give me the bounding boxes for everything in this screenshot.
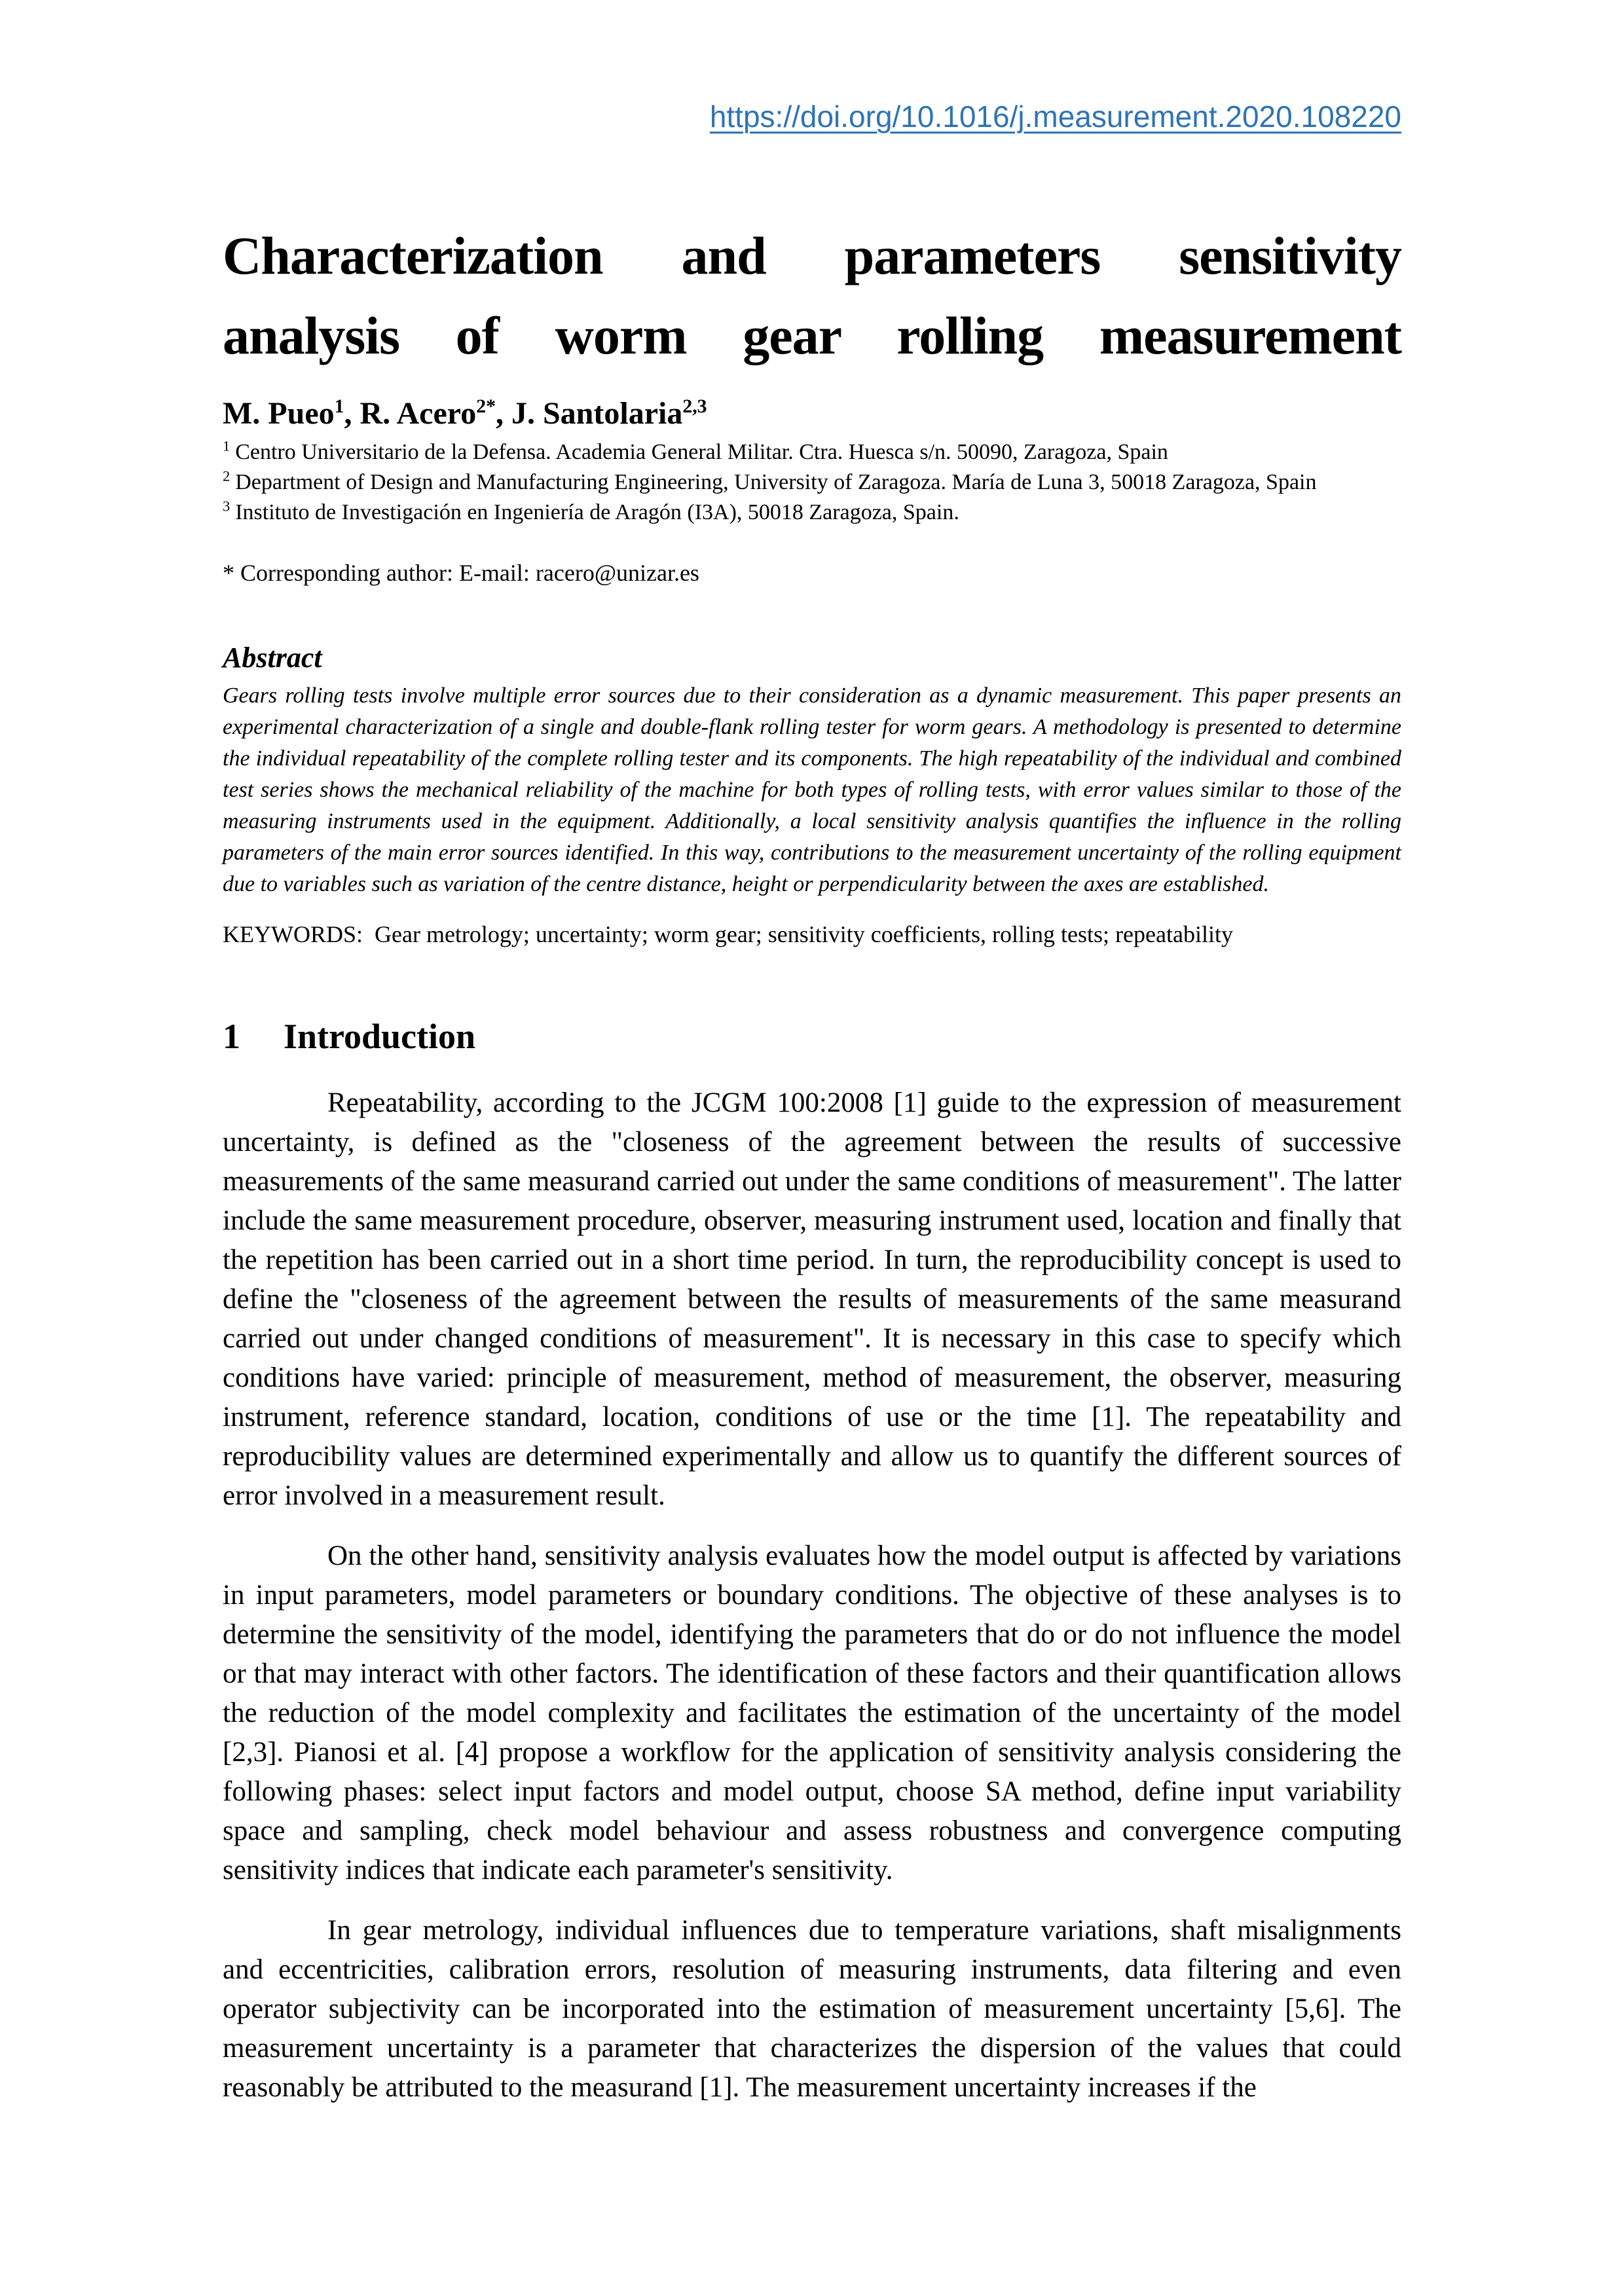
section-title: Introduction	[284, 1017, 476, 1056]
affiliation-1-text: Centro Universitario de la Defensa. Academia General Militar. Ctra. Huesca s/n. 50090, Zaragoza, Spain	[235, 440, 1168, 464]
author-name-1: M. Pueo	[223, 396, 335, 431]
doi-row	[223, 98, 1401, 143]
abstract-heading: Abstract	[223, 642, 322, 674]
corresponding-author-line: * Corresponding author: E-mail: racero@unizar.es	[223, 560, 699, 586]
section-heading-introduction	[223, 1015, 1401, 1057]
paper-title-line-2: analysis of worm gear rolling measurement	[223, 306, 1401, 365]
intro-paragraph-3: In gear metrology, individual influences due to temperature variations, shaft misalignments and eccentricities, calibration errors, resolution of measuring instruments, data filtering and even operator subjectivity can be incorporated into the estimation of measurement uncertainty [5,6]. The measurement uncertainty is a parameter that characterizes the dispersion of the values that could reasonably be attributed to the measurand [1]. The measurement uncertainty increases if the	[223, 1915, 1401, 2103]
paper-title	[223, 216, 1401, 376]
author-name-2: R. Acero	[360, 396, 477, 431]
abstract-text: Gears rolling tests involve multiple error sources due to their consideration as a dynamic measurement. This paper presents an experimental characterization of a single and double-flank rolling tester for worm gears. A methodology is presented to determine the individual repeatability of the complete rolling tester and its components. The high repeatability of the individual and combined test series shows the mechanical reliability of the machine for both types of rolling tests, with error values similar to those of the measuring instruments used in the equipment. Additionally, a local sensitivity analysis quantifies the influence in the rolling parameters of the main error sources identified. In this way, contributions to the measurement uncertainty of the rolling equipment due to variables such as variation of the centre distance, height or perpendicularity between the axes are established.	[223, 683, 1401, 896]
doi-link[interactable]: https://doi.org/10.1016/j.measurement.2020.108220	[709, 100, 1401, 134]
intro-paragraph-2: On the other hand, sensitivity analysis evaluates how the model output is affected by variations in input parameters, model parameters or boundary conditions. The objective of these analyses is to determine the sensitivity of the model, identifying the parameters that do or do not influence the model or that may interact with other factors. The identification of these factors and their quantification allows the reduction of the model complexity and facilitates the estimation of the uncertainty of the model [2,3]. Pianosi et al. [4] propose a workflow for the application of sensitivity analysis considering the following phases: select input factors and model output, choose SA method, define input variability space and sampling, check model behaviour and assess robustness and convergence computing sensitivity indices that indicate each parameter's sensitivity.	[223, 1540, 1401, 1886]
affiliation-3-text: Instituto de Investigación en Ingeniería de Aragón (I3A), 50018 Zaragoza, Spain.	[235, 500, 959, 524]
affiliation-1-mark: 1	[223, 437, 231, 454]
affiliation-3-mark: 3	[223, 498, 231, 515]
affiliation-2	[223, 467, 1401, 498]
intro-paragraph-1: Repeatability, according to the JCGM 100:2008 [1] guide to the expression of measurement uncertainty, is defined as the "closeness of the agreement between the results of successive measurements of the same measurand carried out under the same conditions of measurement". The latter include the same measurement procedure, observer, measuring instrument used, location and finally that the repetition has been carried out in a short time period. In turn, the reproducibility concept is used to define the "closeness of the agreement between the results of measurements of the same measurand carried out under changed conditions of measurement". It is necessary in this case to specify which conditions have varied: principle of measurement, method of measurement, the observer, measuring instrument, reference standard, location, conditions of use or the time [1]. The repeatability and reproducibility values are determined experimentally and allow us to quantify the different sources of error involved in a measurement result.	[223, 1087, 1401, 1511]
section-number: 1	[223, 1017, 240, 1056]
affiliation-2-text: Department of Design and Manufacturing Engineering, University of Zaragoza. María de Luna 3, 50018 Zaragoza, Spain	[235, 470, 1317, 494]
author-name-3: J. Santolaria	[511, 396, 683, 431]
author-separator-2: ,	[495, 396, 511, 431]
affiliation-3	[223, 498, 1401, 528]
author-separator-1: ,	[344, 396, 360, 431]
paper-title-line-1: Characterization and parameters sensitivity	[223, 226, 1401, 285]
author-affil-mark-2: 2*	[476, 395, 496, 417]
authors-line	[223, 395, 1401, 432]
affiliation-2-mark: 2	[223, 467, 231, 484]
keywords-text: Gear metrology; uncertainty; worm gear; sensitivity coefficients, rolling tests; repeatability	[375, 921, 1233, 947]
author-affil-mark-3: 2,3	[682, 395, 707, 417]
affiliations-block	[223, 437, 1401, 528]
author-affil-mark-1: 1	[334, 395, 344, 417]
affiliation-1	[223, 437, 1401, 467]
keywords-label: KEYWORDS:	[223, 921, 363, 947]
keywords-line	[223, 919, 1401, 950]
